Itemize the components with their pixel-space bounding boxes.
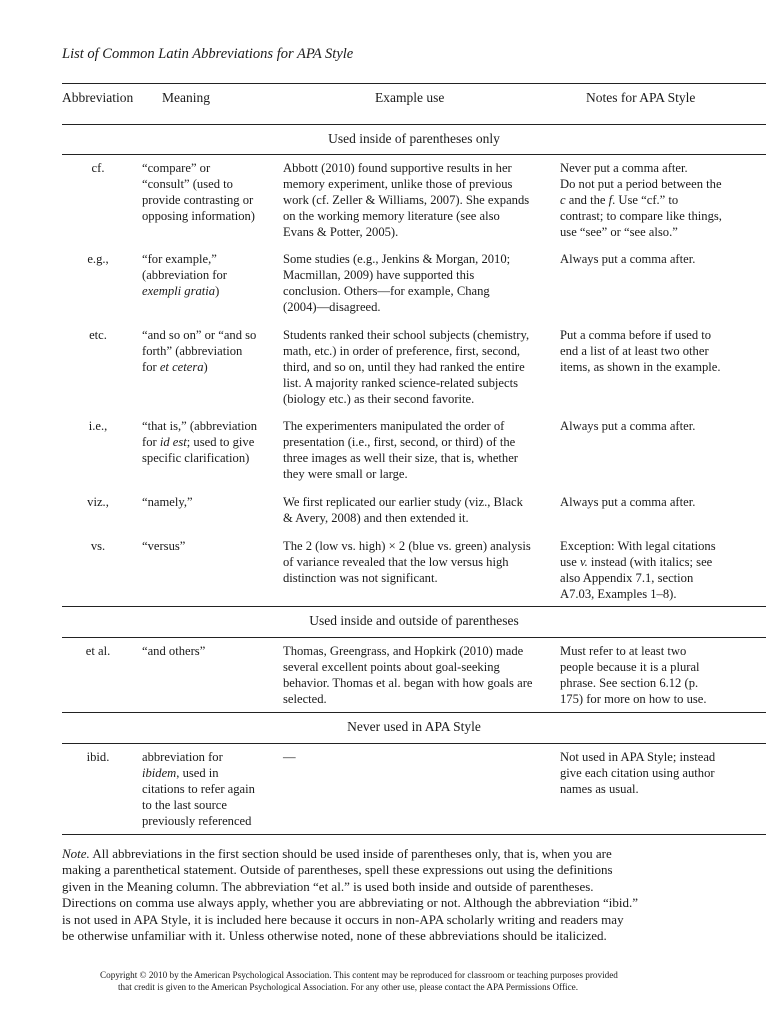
header-notes: Notes for APA Style: [586, 90, 696, 105]
document-title: List of Common Latin Abbreviations for APA Style: [62, 46, 354, 62]
section-heading-inside-outside: Used inside and outside of parentheses: [309, 613, 519, 628]
row-example: Abbott (2010) found supportive results in her memory experiment, unlike those of previous work (cf. Zeller & Williams, 2007). She expands on the working memory literature (see also Evans & Potter, 2005).: [283, 161, 530, 239]
table-top-rule: [62, 83, 766, 84]
row-meaning: “versus”: [142, 539, 186, 553]
row-notes: Always put a comma after.: [560, 252, 696, 266]
section-rule: [62, 606, 766, 607]
section-heading-never: Never used in APA Style: [347, 719, 481, 734]
row-notes: Must refer to at least two people because it is a plural phrase. See section 6.12 (p. 175) for more on how to use.: [560, 644, 707, 706]
header-example: Example use: [375, 90, 445, 105]
row-example: The 2 (low vs. high) × 2 (blue vs. green) analysis of variance revealed that the low versus high distinction was not significant.: [283, 539, 531, 585]
row-abbreviation: viz.,: [87, 495, 109, 509]
row-meaning: “and so on” or “and so forth” (abbreviation for et cetera): [142, 328, 257, 374]
row-example: The experimenters manipulated the order of presentation (i.e., first, second, or third) of the three images as well their size, that is, whether they were small or large.: [283, 419, 519, 481]
section-heading-inside-only: Used inside of parentheses only: [328, 131, 500, 146]
row-meaning: “namely,”: [142, 495, 193, 509]
row-meaning: “compare” or “consult” (used to provide contrasting or opposing information): [142, 161, 255, 223]
table-note: Note. All abbreviations in the first section should be used inside of parentheses only, that is, when you are making a parenthetical statement. Outside of parentheses, spell these expressions out using the definitions given in the Meaning column. The abbreviation “et al.” is used both inside and outside of parentheses. Directions on comma use always apply, whether you are abbreviating or not. Although the abbreviation “ibid.” is not used in APA Style, it is included here because it occurs in non-APA scholarly writing and readers may be otherwise unfamiliar with it. Unless otherwise noted, none of these abbreviations should be italicized.: [62, 846, 639, 944]
row-abbreviation: i.e.,: [88, 419, 108, 433]
row-meaning: “for example,” (abbreviation for exempli gratia): [142, 252, 227, 298]
note-label: Note.: [62, 846, 90, 861]
section-rule: [62, 154, 766, 155]
row-abbreviation: ibid.: [86, 750, 110, 764]
row-example: Thomas, Greengrass, and Hopkirk (2010) made several excellent points about goal-seeking behavior. Thomas et al. began with how goals are selected.: [283, 644, 533, 706]
header-abbreviation: Abbreviation: [62, 90, 134, 105]
copyright-notice: Copyright © 2010 by the American Psychological Association. This content may be reproduced for classroom or teaching purposes provided that credit is given to the American Psychological Association. For any other use, please contact the APA Permissions Office.: [100, 970, 618, 992]
row-example: Students ranked their school subjects (chemistry, math, etc.) in order of preference, first, second, third, and so on, until they had ranked the entire list. A majority ranked science-related subjects (biology etc.) as their second favorite.: [283, 328, 530, 406]
row-example: —: [283, 750, 296, 764]
row-abbreviation: vs.: [90, 539, 106, 553]
row-abbreviation: etc.: [89, 328, 107, 342]
row-notes: Not used in APA Style; instead give each citation using author names as usual.: [560, 750, 716, 796]
section-rule: [62, 712, 766, 713]
table-bottom-rule: [62, 834, 766, 835]
section-rule: [62, 743, 766, 744]
row-example: Some studies (e.g., Jenkins & Morgan, 2010; Macmillan, 2009) have supported this conclusion. Others—for example, Chang (2004)—disagreed.: [283, 252, 511, 314]
row-abbreviation: e.g.,: [87, 252, 109, 266]
row-notes: Always put a comma after.: [560, 495, 696, 509]
section-rule: [62, 637, 766, 638]
row-abbreviation: cf.: [91, 161, 105, 175]
row-meaning: “and others”: [142, 644, 206, 658]
row-meaning: “that is,” (abbreviation for id est; used to give specific clarification): [142, 419, 258, 465]
row-notes: Exception: With legal citations use v. instead (with italics; see also Appendix 7.1, section A7.03, Examples 1–8).: [560, 539, 716, 601]
header-meaning: Meaning: [162, 90, 210, 105]
row-notes: Never put a comma after. Do not put a period between the c and the f. Use “cf.” to contrast; to compare like things, use “see” or “see also.”: [560, 161, 722, 239]
row-example: We first replicated our earlier study (viz., Black & Avery, 2008) and then extended it.: [283, 495, 523, 525]
row-meaning: abbreviation for ibidem, used in citations to refer again to the last source previously referenced: [142, 750, 255, 828]
row-abbreviation: et al.: [85, 644, 111, 658]
row-notes: Put a comma before if used to end a list of at least two other items, as shown in the example.: [560, 328, 721, 374]
header-rule: [62, 124, 766, 125]
row-notes: Always put a comma after.: [560, 419, 696, 433]
